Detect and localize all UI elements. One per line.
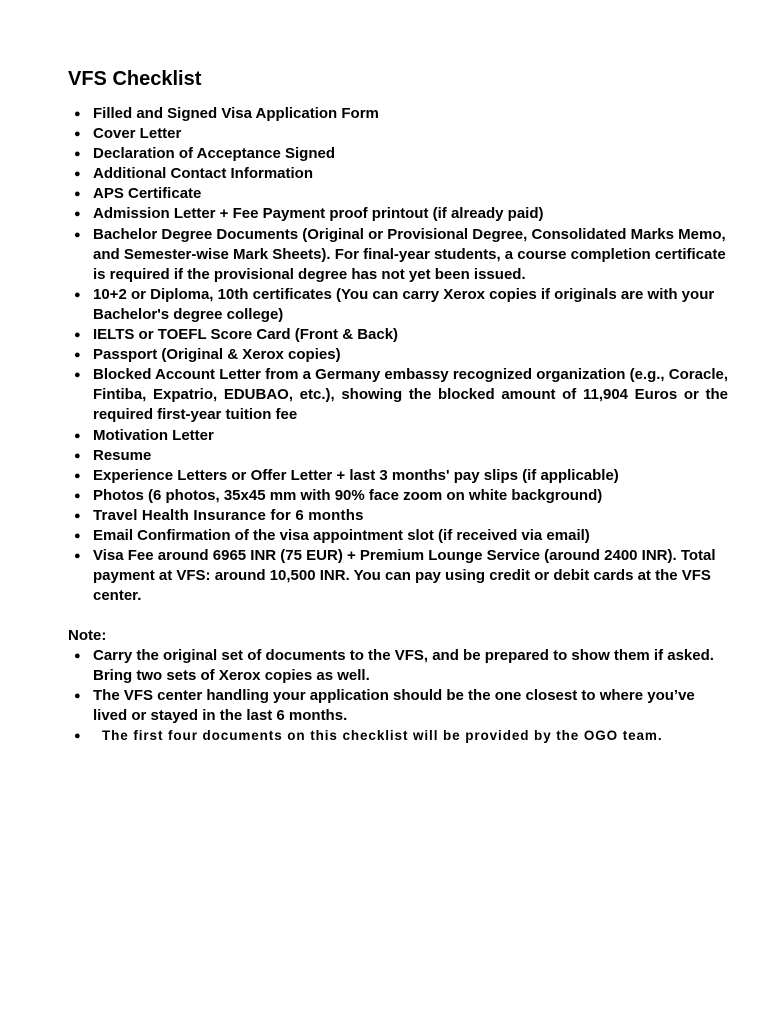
checklist-item-text: Declaration of Acceptance Signed	[93, 145, 336, 163]
checklist-item	[68, 446, 728, 466]
checklist-item	[68, 345, 728, 365]
checklist-item	[68, 426, 728, 446]
bullet-icon: ●	[74, 489, 81, 502]
checklist-item-text: Motivation Letter	[93, 426, 214, 444]
bullet-icon: ●	[74, 148, 81, 161]
bullet-icon: ●	[74, 168, 81, 181]
checklist-item	[68, 124, 728, 144]
checklist-item	[68, 526, 728, 546]
checklist-item-text: 10+2 or Diploma, 10th certificates (You can carry Xerox copies if originals are with your Bachelor's degree college)	[93, 285, 715, 323]
bullet-icon: ●	[74, 449, 81, 462]
checklist-item	[68, 325, 728, 345]
bullet-icon: ●	[74, 188, 81, 201]
bullet-icon: ●	[74, 429, 81, 442]
checklist-item	[68, 365, 728, 425]
bullet-icon: ●	[74, 730, 82, 743]
bullet-icon: ●	[74, 529, 81, 542]
note-item-text: The first four documents on this checklist will be provided by the OGO team.	[102, 728, 663, 744]
checklist-item	[68, 466, 728, 486]
checklist-item-text: Cover Letter	[93, 125, 182, 143]
bullet-icon: ●	[74, 288, 81, 301]
checklist-item-text: Resume	[93, 446, 152, 464]
checklist-item	[68, 285, 728, 325]
bullet-icon: ●	[74, 329, 81, 342]
bullet-icon: ●	[74, 108, 81, 120]
bullet-icon: ●	[74, 349, 81, 362]
checklist-item	[68, 184, 728, 204]
bullet-icon: ●	[74, 550, 81, 563]
note-item-text: The VFS center handling your application should be the one closest to where you’ve lived or stayed in the last 6 months.	[93, 687, 695, 725]
checklist-item-text: Email Confirmation of the visa appointment slot (if received via email)	[93, 526, 590, 544]
bullet-icon: ●	[74, 128, 81, 141]
note-label: Note:	[68, 627, 107, 645]
bullet-icon: ●	[74, 690, 81, 703]
note-item	[68, 646, 728, 686]
checklist-item-text: Visa Fee around 6965 INR (75 EUR) + Premium Lounge Service (around 2400 INR). Total payment at VFS: around 10,500 INR. You can pay using credit or debit cards at the VFS center.	[93, 547, 716, 605]
checklist-item	[68, 506, 728, 526]
bullet-icon: ●	[74, 228, 81, 241]
bullet-icon: ●	[74, 509, 81, 522]
page-title: VFS Checklist	[68, 68, 202, 90]
checklist-item-text: Filled and Signed Visa Application Form	[93, 105, 379, 122]
checklist-item-text: Passport (Original & Xerox copies)	[93, 346, 341, 364]
checklist	[68, 104, 728, 606]
bullet-icon: ●	[74, 650, 81, 663]
checklist-item-text: IELTS or TOEFL Score Card (Front & Back)	[93, 326, 399, 344]
checklist-item-text: Admission Letter + Fee Payment proof printout (if already paid)	[93, 205, 544, 223]
checklist-item-text: Experience Letters or Offer Letter + last 3 months' pay slips (if applicable)	[93, 466, 619, 484]
checklist-item-text: Travel Health Insurance for 6 months	[93, 506, 364, 524]
checklist-item	[68, 164, 728, 184]
bullet-icon: ●	[74, 469, 81, 482]
bullet-icon: ●	[74, 208, 81, 221]
checklist-item-text: Photos (6 photos, 35x45 mm with 90% face zoom on white background)	[93, 486, 603, 504]
checklist-item	[68, 144, 728, 164]
checklist-item	[68, 204, 728, 224]
checklist-item	[68, 546, 728, 606]
checklist-item-text: APS Certificate	[93, 185, 202, 203]
note-list	[68, 646, 728, 746]
checklist-item	[68, 486, 728, 506]
note-item-text: Carry the original set of documents to the VFS, and be prepared to show them if asked. Bring two sets of Xerox copies as well.	[93, 647, 714, 685]
checklist-item-text: Blocked Account Letter from a Germany embassy recognized organization (e.g., Coracle, Fintiba, Expatrio, EDUBAO, etc.), showing the blocked amount of 11,904 Euros or the required first-year tuition fee	[93, 366, 728, 424]
note-item	[68, 686, 728, 726]
checklist-item	[68, 104, 728, 124]
checklist-item-text: Bachelor Degree Documents (Original or Provisional Degree, Consolidated Marks Memo, and Semester-wise Mark Sheets). For final-year students, a course completion certificate is required if the provisional degree has not yet been issued.	[93, 225, 726, 283]
checklist-item-text: Additional Contact Information	[93, 165, 313, 183]
bullet-icon: ●	[74, 369, 81, 382]
note-item	[68, 726, 728, 746]
checklist-item	[68, 225, 728, 285]
